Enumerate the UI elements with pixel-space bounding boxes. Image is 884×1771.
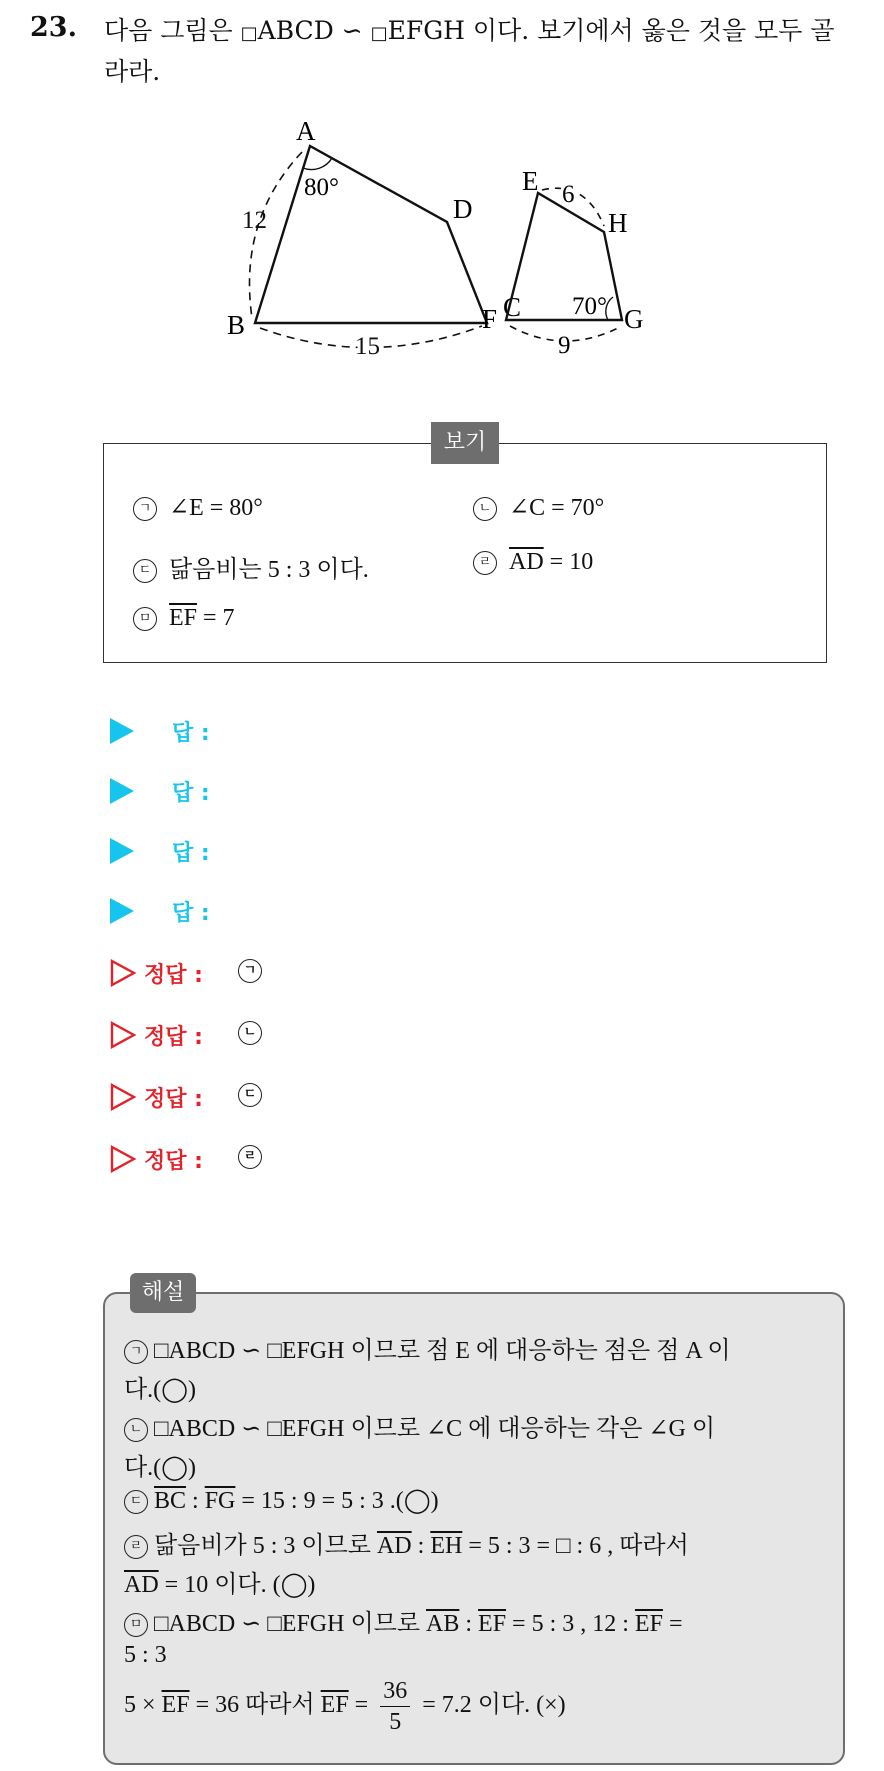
explanation-text: = 5 : 3 = □ : 6 , 따라서 [462, 1533, 689, 1559]
explanation-line [124, 1564, 834, 1599]
segment-ad: $\overline{AD}$ [376, 1533, 412, 1559]
explanation-text: □ABCD ∽ □EFGH 이므로 [148, 1611, 427, 1637]
question-text-part: EFGH 이다. 보기에서 옳은 것을 모두 골 [387, 16, 835, 45]
explanation-mark: ㅁ [124, 1613, 148, 1637]
side-ab-dashed-arc [249, 152, 302, 318]
explanation-text: = 10 이다. (◯) [158, 1572, 316, 1598]
side-bc-length: 15 [355, 333, 380, 360]
correct-answer-label: 정답 : [144, 1025, 203, 1050]
option-mark: ㄷ [133, 559, 157, 583]
explanation-text: : [411, 1533, 431, 1559]
explanation-line [124, 1642, 834, 1669]
option-mark: ㄴ [473, 497, 497, 521]
vertex-b-label: B [227, 310, 246, 340]
segment-ad: $\overline{AD}$ [124, 1572, 159, 1598]
option-text: ∠C = 70° [509, 495, 605, 521]
bogi-option [473, 493, 604, 522]
answer-label: 답 : [172, 901, 210, 926]
fraction-numerator: 36 [380, 1676, 410, 1707]
explanation-line [124, 1447, 834, 1482]
correct-answer-row [110, 1082, 410, 1116]
correct-answer-label: 정답 : [144, 963, 203, 988]
segment-ad: $\overline{AD}$ [509, 549, 544, 575]
option-text: = 10 [543, 549, 594, 575]
vertex-f-label: F [482, 304, 498, 334]
vertex-c-label: C [503, 292, 522, 322]
explanation-mark: ㄹ [124, 1535, 148, 1559]
correct-answer-mark: ㄷ [238, 1083, 262, 1107]
bogi-option [133, 605, 235, 632]
option-mark: ㄹ [473, 551, 497, 575]
vertex-h-label: H [608, 208, 628, 238]
explanation-title: 해설 [130, 1273, 196, 1313]
bogi-option [133, 493, 263, 522]
explanation-text: = 5 : 3 , 12 : [506, 1611, 635, 1637]
explanation-text: □ABCD ∽ □EFGH 이므로 점 E 에 대응하는 점은 점 A 이 [148, 1338, 731, 1364]
angle-g-value: 70° [572, 293, 607, 320]
segment-ef: $\overline{EF}$ [169, 605, 198, 631]
vertex-a-label: A [296, 116, 316, 146]
segment-fg: $\overline{FG}$ [204, 1488, 236, 1514]
play-arrow-icon [110, 718, 134, 744]
explanation-text: 5 : 3 [124, 1642, 167, 1668]
outline-arrow-icon [110, 1083, 136, 1111]
explanation-line [124, 1525, 834, 1560]
side-fg-length: 9 [558, 332, 571, 359]
angle-a-arc [303, 158, 332, 170]
answer-row [110, 896, 210, 927]
side-ab-length: 12 [242, 207, 267, 234]
explanation-mark: ㄴ [124, 1418, 148, 1442]
vertex-e-label: E [522, 166, 539, 196]
outline-arrow-icon [110, 1145, 136, 1173]
play-arrow-icon [110, 838, 134, 864]
option-text: 닮음비는 5 : 3 이다. [169, 557, 369, 583]
explanation-mark: ㄱ [124, 1340, 148, 1364]
bogi-option [133, 549, 369, 584]
segment-ef: $\overline{EF}$ [634, 1611, 663, 1637]
answer-row [110, 836, 210, 867]
fraction-denominator: 5 [389, 1709, 402, 1735]
explanation-text: 다.(◯) [124, 1377, 197, 1403]
quadrilateral-abcd [255, 146, 487, 323]
question-text-part: ABCD ∽ [257, 16, 371, 45]
bogi-title: 보기 [431, 422, 499, 464]
correct-answer-row [110, 1020, 410, 1054]
explanation-line [124, 1408, 834, 1443]
play-arrow-icon [110, 898, 134, 924]
question-text [104, 12, 874, 91]
vertex-g-label: G [624, 304, 644, 334]
answer-row [110, 716, 210, 747]
answer-label: 답 : [172, 841, 210, 866]
option-mark: ㅁ [133, 607, 157, 631]
explanation-text: = [348, 1692, 375, 1719]
segment-bc: $\overline{BC}$ [154, 1488, 187, 1514]
explanation-text: = 7.2 이다. (×) [416, 1692, 566, 1719]
explanation-text: = [662, 1611, 683, 1637]
square-symbol: □ [240, 23, 258, 44]
correct-answer-row [110, 1144, 410, 1178]
segment-ab: $\overline{AB}$ [426, 1611, 460, 1637]
segment-eh: $\overline{EH}$ [430, 1533, 463, 1559]
question-text-part: 다음 그림은 [104, 16, 241, 45]
option-text: = 7 [197, 605, 235, 631]
explanation-line [124, 1369, 834, 1404]
play-arrow-icon [110, 778, 134, 804]
explanation-mark: ㄷ [124, 1490, 148, 1514]
segment-ef: $\overline{EF}$ [320, 1692, 349, 1719]
question-number: 23. [30, 12, 77, 43]
correct-answer-label: 정답 : [144, 1149, 203, 1174]
explanation-text: 5 × [124, 1692, 162, 1719]
answer-label: 답 : [172, 781, 210, 806]
bogi-option [473, 549, 593, 576]
explanation-text: : [459, 1611, 479, 1637]
explanation-line [124, 1603, 834, 1638]
answer-label: 답 : [172, 721, 210, 746]
fraction [380, 1676, 410, 1737]
explanation-text: 다.(◯) [124, 1455, 197, 1481]
explanation-line [124, 1676, 834, 1737]
correct-answer-label: 정답 : [144, 1087, 203, 1112]
vertex-d-label: D [453, 194, 473, 224]
explanation-text: = 15 : 9 = 5 : 3 .(◯) [235, 1488, 439, 1514]
correct-answer-mark: ㄹ [238, 1145, 262, 1169]
segment-ef: $\overline{EF}$ [161, 1692, 190, 1719]
correct-answer-row [110, 958, 410, 992]
correct-answer-mark: ㄴ [238, 1021, 262, 1045]
segment-ef: $\overline{EF}$ [478, 1611, 507, 1637]
angle-a-value: 80° [304, 174, 339, 201]
correct-answer-mark: ㄱ [238, 959, 262, 983]
explanation-text: 닮음비가 5 : 3 이므로 [148, 1533, 377, 1559]
side-eh-length: 6 [562, 181, 575, 208]
question-text-part: 라라. [104, 57, 161, 86]
explanation-text: □ABCD ∽ □EFGH 이므로 ∠C 에 대응하는 각은 ∠G 이 [148, 1416, 716, 1442]
quadrilateral-figure [220, 110, 740, 370]
square-symbol: □ [370, 23, 388, 44]
option-mark: ㄱ [133, 497, 157, 521]
explanation-text: = 36 따라서 [189, 1692, 321, 1719]
explanation-line [124, 1330, 834, 1365]
outline-arrow-icon [110, 1021, 136, 1049]
explanation-text: : [186, 1488, 205, 1514]
answer-row [110, 776, 210, 807]
explanation-line [124, 1486, 834, 1515]
option-text: ∠E = 80° [169, 495, 263, 521]
outline-arrow-icon [110, 959, 136, 987]
